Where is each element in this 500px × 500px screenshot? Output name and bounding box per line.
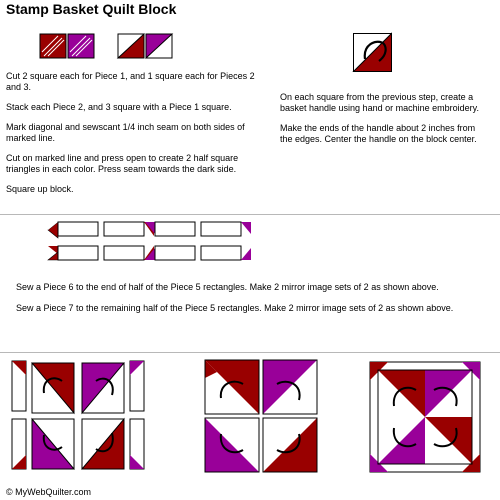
step1-paragraph: Cut on marked line and press open to create 2 half square triangles in each color. Press seam towards the dark side. xyxy=(6,153,239,174)
step3-paragraph: Sew a Piece 7 to the remaining half of the Piece 5 rectangles. Make 2 mirror image sets of 2 as shown above. xyxy=(16,303,454,313)
exploded-block-diagram xyxy=(8,357,148,477)
step1-instructions xyxy=(6,71,268,195)
step2-paragraph: Make the ends of the handle about 2 inches from the edges. Center the handle on the block center. xyxy=(280,123,477,144)
basket-handle-square-icon xyxy=(353,33,393,73)
step2-instructions xyxy=(280,92,480,145)
half-square-triangles-icon xyxy=(118,32,174,60)
finished-block-diagram xyxy=(368,360,484,476)
step3-paragraph: Sew a Piece 6 to the end of half of the Piece 5 rectangles. Make 2 mirror image sets of 2 as shown above. xyxy=(16,282,439,292)
step1-paragraph: Cut 2 square each for Piece 1, and 1 square each for Pieces 2 and 3. xyxy=(6,71,255,92)
stacked-squares-icon xyxy=(40,32,96,60)
step1-paragraph: Mark diagonal and sewscant 1/4 inch seam on both sides of marked line. xyxy=(6,122,245,143)
piece-units-purple-mirror-icon xyxy=(201,220,261,264)
piece-units-purple-icon xyxy=(145,220,205,264)
copyright-footer: © MyWebQuilter.com xyxy=(6,487,91,497)
joined-units-diagram xyxy=(203,358,323,478)
step1-paragraph: Square up block. xyxy=(6,184,74,194)
step1-paragraph: Stack each Piece 2, and 3 square with a Piece 1 square. xyxy=(6,102,232,112)
step2-paragraph: On each square from the previous step, create a basket handle using hand or machine embroidery. xyxy=(280,92,479,113)
step3-instructions xyxy=(16,282,456,314)
section-divider xyxy=(0,214,500,215)
piece-units-red-icon xyxy=(48,220,108,264)
page-title: Stamp Basket Quilt Block xyxy=(6,1,177,17)
section-divider xyxy=(0,352,500,353)
